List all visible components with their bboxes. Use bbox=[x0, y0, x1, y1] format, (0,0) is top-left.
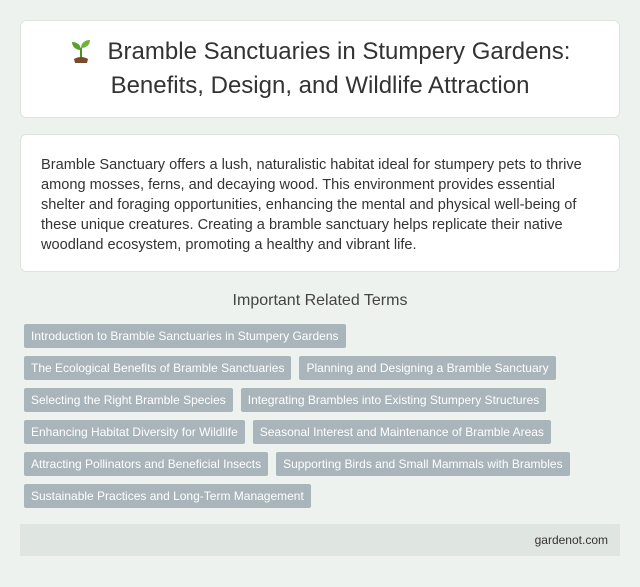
related-term-tag[interactable]: Seasonal Interest and Maintenance of Bramble Areas bbox=[253, 420, 551, 444]
related-term-tag[interactable]: Attracting Pollinators and Beneficial Insects bbox=[24, 452, 268, 476]
related-terms-heading: Important Related Terms bbox=[232, 292, 408, 309]
related-term-tag[interactable]: The Ecological Benefits of Bramble Sanctuaries bbox=[24, 356, 291, 380]
page-title-line-2: Benefits, Design, and Wildlife Attraction bbox=[110, 72, 530, 99]
intro-paragraph: Bramble Sanctuary offers a lush, naturalistic habitat ideal for stumpery pets to thrive among mosses, ferns, and decaying wood. This environment provides essential shelter and foraging opportunities, enhancing the mental and physical well-being of these unique creatures. Creating a bramble sanctuary helps replicate their native woodland ecosystem, promoting a healthy and vibrant life. bbox=[41, 157, 582, 253]
terms-row bbox=[24, 452, 620, 476]
terms-row bbox=[24, 484, 620, 508]
page-title-text-1: Bramble Sanctuaries in Stumpery Gardens: bbox=[107, 38, 571, 65]
terms-row bbox=[24, 356, 620, 380]
terms-row bbox=[24, 324, 620, 348]
sprout-icon bbox=[70, 39, 92, 71]
related-term-tag[interactable]: Planning and Designing a Bramble Sanctuary bbox=[299, 356, 555, 380]
related-term-tag[interactable]: Enhancing Habitat Diversity for Wildlife bbox=[24, 420, 245, 444]
footer-site-link[interactable]: gardenot.com bbox=[534, 533, 608, 547]
title-card bbox=[20, 20, 620, 118]
related-term-tag[interactable]: Supporting Birds and Small Mammals with Brambles bbox=[276, 452, 569, 476]
page-title-line-1 bbox=[70, 37, 571, 71]
terms-row bbox=[24, 420, 620, 444]
related-term-tag[interactable]: Selecting the Right Bramble Species bbox=[24, 388, 233, 412]
related-term-tag[interactable]: Sustainable Practices and Long-Term Management bbox=[24, 484, 311, 508]
footer bbox=[20, 524, 620, 556]
related-term-tag[interactable]: Introduction to Bramble Sanctuaries in Stumpery Gardens bbox=[24, 324, 346, 348]
related-terms-list bbox=[20, 324, 620, 516]
related-term-tag[interactable]: Integrating Brambles into Existing Stumpery Structures bbox=[241, 388, 546, 412]
terms-row bbox=[24, 388, 620, 412]
intro-card bbox=[20, 134, 620, 272]
